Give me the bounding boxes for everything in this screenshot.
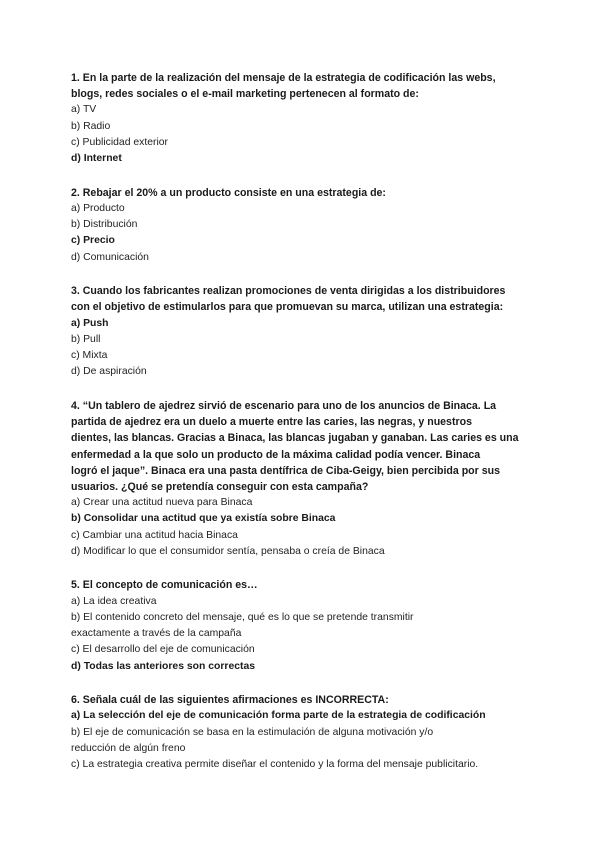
option-a-correct: a) La selección del eje de comunicación forma parte de la estrategia de codificación <box>71 710 486 722</box>
option-c: c) Cambiar una actitud hacia Binaca <box>71 529 238 541</box>
question-3 <box>71 283 541 380</box>
question-text: 1. En la parte de la realización del mensaje de la estrategia de codificación las webs, blogs, redes sociales o el e-mail marketing pertenecen al formato de: <box>71 72 496 101</box>
question-text: 3. Cuando los fabricantes realizan promociones de venta dirigidas a los distribuidores con el objetivo de estimularlos para que promuevan su marca, utilizan una estrategia: <box>71 285 506 314</box>
question-5 <box>71 577 541 674</box>
option-a: a) Crear una actitud nueva para Binaca <box>71 497 253 509</box>
quiz-document <box>71 70 541 791</box>
option-b: b) El eje de comunicación se basa en la estimulación de alguna motivación y/o reducción de algún freno <box>71 726 434 754</box>
option-b: b) Pull <box>71 333 101 345</box>
question-text: 5. El concepto de comunicación es… <box>71 579 258 592</box>
question-text: 6. Señala cuál de las siguientes afirmaciones es INCORRECTA: <box>71 694 389 707</box>
question-text: 4. “Un tablero de ajedrez sirvió de escenario para uno de los anuncios de Binaca. La partida de ajedrez era un duelo a muerte entre las caries, las negras, y nuestros dientes, las blancas. Gracias a Binaca, las blancas jugaban y ganaban. Las caries es una enfermedad a la que solo un producto de la máxima calidad podía vencer. Binaca logró el jaque”. Binaca era una pasta dentífrica de Ciba-Geigy, bien percibida por sus usuarios. ¿Qué se pretendía conseguir con esta campaña? <box>71 399 519 493</box>
option-c-correct: c) Precio <box>71 235 115 247</box>
question-4 <box>71 398 541 560</box>
option-a: a) TV <box>71 104 97 116</box>
option-a: a) Producto <box>71 202 125 214</box>
option-c: c) Mixta <box>71 350 108 362</box>
option-d: d) Comunicación <box>71 251 149 263</box>
option-c: c) Publicidad exterior <box>71 136 169 148</box>
option-c: c) La estrategia creativa permite diseñar el contenido y la forma del mensaje publicitario. <box>71 759 479 771</box>
option-c: c) El desarrollo del eje de comunicación <box>71 644 255 656</box>
question-2 <box>71 185 541 266</box>
option-b: b) Radio <box>71 120 111 132</box>
option-d: d) Modificar lo que el consumidor sentía, pensaba o creía de Binaca <box>71 545 385 557</box>
option-b-correct: b) Consolidar una actitud que ya existía sobre Binaca <box>71 513 336 525</box>
option-d-correct: d) Internet <box>71 153 122 165</box>
question-6 <box>71 692 541 773</box>
option-b: b) El contenido concreto del mensaje, qué es lo que se pretende transmitir exactamente a través de la campaña <box>71 611 414 640</box>
option-a-correct: a) Push <box>71 317 109 329</box>
question-1 <box>71 70 541 167</box>
option-d: d) De aspiración <box>71 366 147 378</box>
option-d-correct: d) Todas las anteriores son correctas <box>71 660 256 672</box>
question-text: 2. Rebajar el 20% a un producto consiste en una estrategia de: <box>71 186 386 199</box>
option-b: b) Distribución <box>71 219 138 231</box>
option-a: a) La idea creativa <box>71 595 157 607</box>
